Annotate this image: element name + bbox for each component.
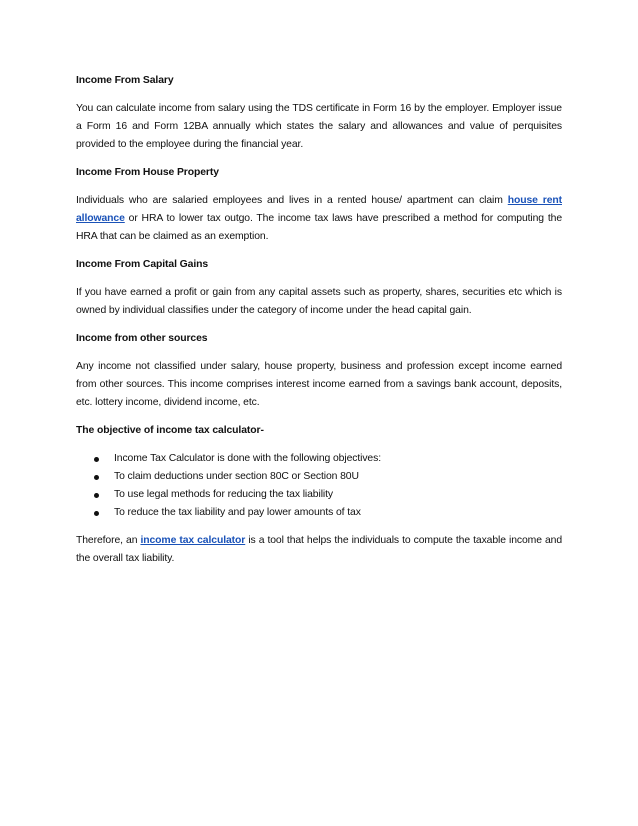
house-property-text-after: or HRA to lower tax outgo. The income tax laws have prescribed a method for computing the HRA that can be claimed as an exemption. [76,213,562,242]
list-item-text: To use legal methods for reducing the tax liability [114,489,333,500]
heading-income-from-other-sources: Income from other sources [76,333,208,344]
paragraph-income-from-capital-gains: If you have earned a profit or gain from any capital assets such as property, shares, securities etc which is owned by individual classifies under the category of income under the head capital gain. [76,287,562,316]
bullet-icon [94,457,99,462]
list-item [76,468,562,486]
objective-bullet-list [76,450,562,522]
document-page [76,72,562,578]
heading-objective: The objective of income tax calculator- [76,425,264,436]
heading-income-from-salary: Income From Salary [76,75,174,86]
bullet-icon [94,511,99,516]
bullet-icon [94,475,99,480]
list-item-text: To reduce the tax liability and pay lower amounts of tax [114,507,361,518]
income-tax-calculator-link[interactable]: income tax calculator [140,535,246,546]
house-property-text-before: Individuals who are salaried employees and lives in a rented house/ apartment can claim [76,195,508,206]
conclusion-text-after: is a tool that helps the individuals to compute the taxable income and the overall tax liability. [76,535,563,564]
paragraph-conclusion [76,532,562,568]
paragraph-income-from-other-sources: Any income not classified under salary, house property, business and profession except income earned from other sources. This income comprises interest income earned from a savings bank account, deposits, etc. lottery income, dividend income, etc. [76,361,562,408]
list-item [76,450,562,468]
list-item-text: To claim deductions under section 80C or Section 80U [114,471,359,482]
paragraph-income-from-house-property [76,192,562,246]
heading-income-from-capital-gains: Income From Capital Gains [76,259,209,270]
bullet-icon [94,493,99,498]
conclusion-text-before: Therefore, an [76,535,141,546]
list-item [76,504,562,522]
list-item [76,486,562,504]
heading-income-from-house-property: Income From House Property [76,167,219,178]
house-rent-allowance-link[interactable]: house rent allowance [76,195,562,224]
paragraph-income-from-salary: You can calculate income from salary using the TDS certificate in Form 16 by the employer. Employer issue a Form 16 and Form 12BA annually which states the salary and allowances and value of perquisites provided to the employee during the financial year. [76,103,562,150]
list-item-text: Income Tax Calculator is done with the following objectives: [114,453,381,464]
